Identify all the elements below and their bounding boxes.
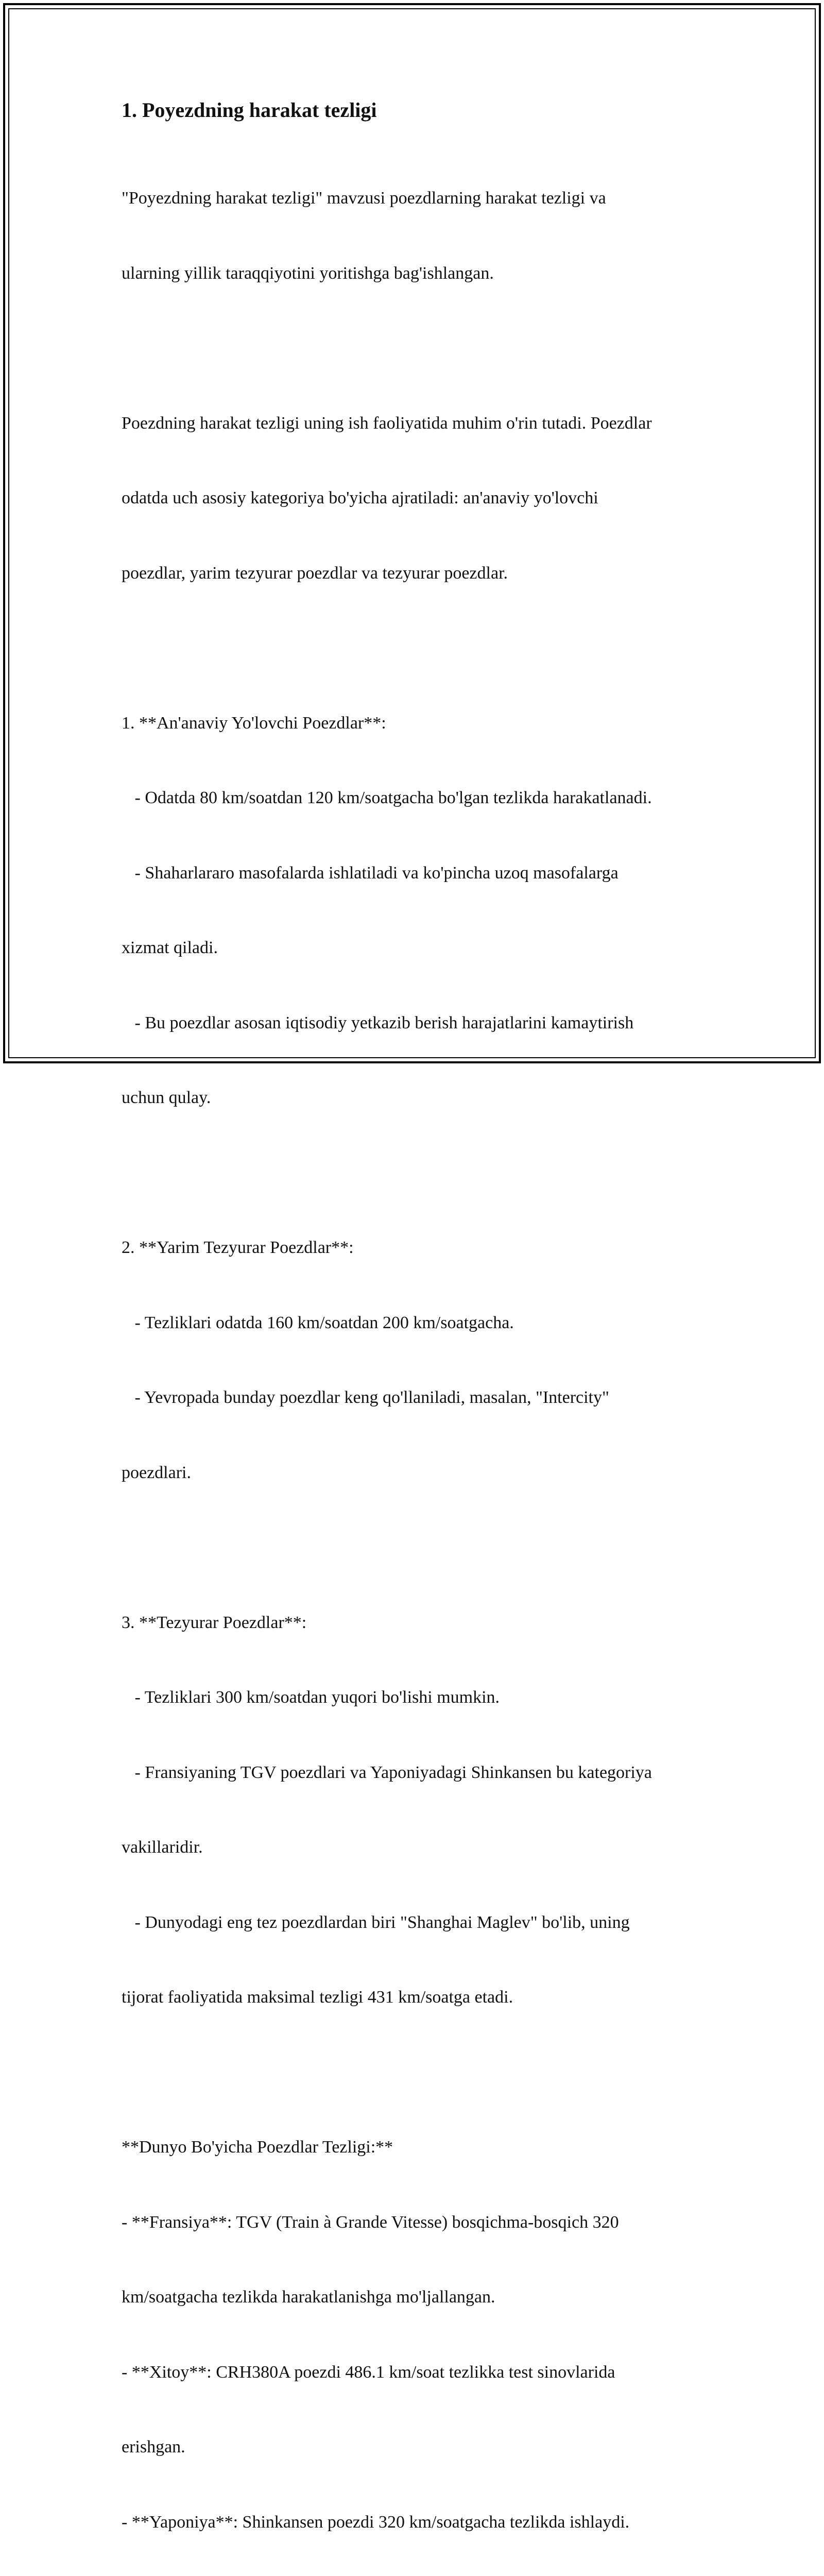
body-line: - **Yaponiya**: Shinkansen poezdi 320 km/soatgacha tezlikda ishlaydi. [122,2512,630,2532]
body-line: "Poyezdning harakat tezligi" mavzusi poezdlarning harakat tezligi va [122,189,606,208]
body-line: - Dunyodagi eng tez poezdlardan biri "Shanghai Maglev" bo'lib, uning [122,1912,630,1932]
body-line [122,2060,709,2086]
body-line: poezdlari. [122,1463,191,1482]
body-line: 3. **Tezyurar Poezdlar**: [122,1613,307,1632]
document-heading: 1. Poyezdning harakat tezligi [122,98,377,122]
body-line: **Dunyo Bo'yicha Poezdlar Tezligi:** [122,2138,393,2157]
body-line: poezdlar, yarim tezyurar poezdlar va tezyurar poezdlar. [122,563,508,583]
body-line: - Shaharlararo masofalarda ishlatiladi va ko'pincha uzoq masofalarga [122,863,619,883]
body-line: - Tezliklari odatda 160 km/soatdan 200 km/soatgacha. [122,1313,514,1332]
body-line: - **Fransiya**: TGV (Train à Grande Vitesse) bosqichma-bosqich 320 [122,2212,619,2232]
body-line: - Odatda 80 km/soatdan 120 km/soatgacha bo'lgan tezlikda harakatlanadi. [122,788,652,807]
body-line: tijorat faoliyatida maksimal tezligi 431 km/soatga etadi. [122,1988,513,2007]
document-page [122,96,709,2576]
body-line: km/soatgacha tezlikda harakatlanishga mo'ljallangan. [122,2287,495,2307]
body-line [122,1161,709,1186]
body-line: vakillaridir. [122,1838,203,1857]
body-line: - **Xitoy**: CRH380A poezdi 486.1 km/soat tezlikka test sinovlarida [122,2362,615,2382]
body-line: - Yevropada bunday poezdlar keng qo'llaniladi, masalan, "Intercity" [122,1388,609,1407]
body-line: erishgan. [122,2437,185,2456]
body-line: 1. **An'anaviy Yo'lovchi Poezdlar**: [122,713,386,733]
body-line: uchun qulay. [122,1088,211,1107]
body-line: Poezdning harakat tezligi uning ish faoliyatida muhim o'rin tutadi. Poezdlar [122,413,652,433]
body-line: - Fransiyaning TGV poezdlari va Yaponiyadagi Shinkansen bu kategoriya [122,1762,652,1782]
body-line [122,1535,709,1561]
body-line [122,336,709,361]
body-line: - Bu poezdlar asosan iqtisodiy yetkazib berish harajatlarini kamaytirish [122,1013,634,1032]
body-line: xizmat qiladi. [122,938,218,957]
body-line: - Tezliklari 300 km/soatdan yuqori bo'lishi mumkin. [122,1688,500,1707]
body-line [122,636,709,661]
body-line: 2. **Yarim Tezyurar Poezdlar**: [122,1238,354,1257]
body-line: ularning yillik taraqqiyotini yoritishga bag'ishlangan. [122,263,494,283]
document-body [122,136,709,2576]
body-line: odatda uch asosiy kategoriya bo'yicha ajratiladi: an'anaviy yo'lovchi [122,488,598,507]
